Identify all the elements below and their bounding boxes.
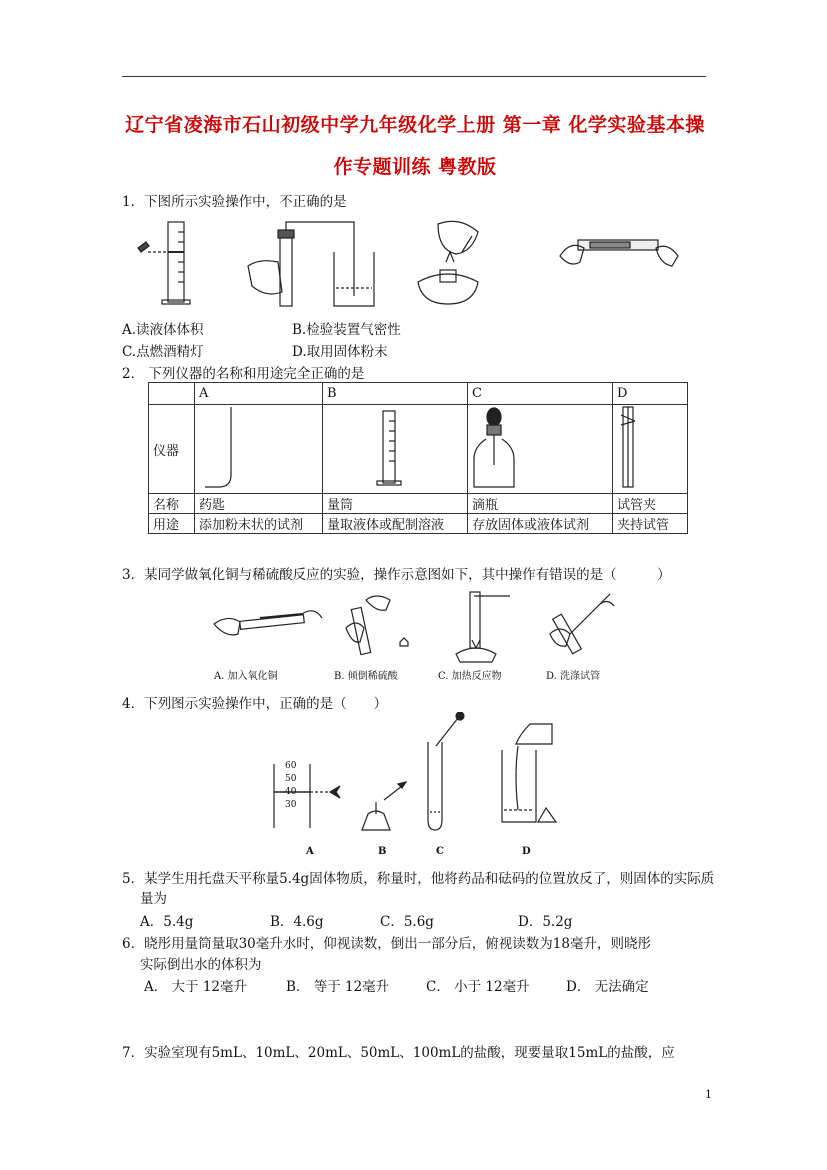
col-header-d: D <box>613 383 688 405</box>
use-a: 添加粉末状的试剂 <box>195 514 323 534</box>
q1-fig-c-lamps <box>418 221 478 304</box>
q3-fig-a <box>214 611 322 635</box>
q3-caption-c: C. 加热反应物 <box>438 671 502 682</box>
q4-fig-d <box>502 724 556 822</box>
q1-fig-a-cylinder <box>138 222 190 304</box>
q1-figures <box>128 212 688 320</box>
use-c: 存放固体或液体试剂 <box>468 514 613 534</box>
name-d: 试管夹 <box>613 494 688 514</box>
name-b: 量筒 <box>323 494 468 514</box>
instrument-c-dropper-bottle <box>468 405 613 494</box>
cylinder-tick-40: 40 <box>285 787 297 797</box>
col-header-c: C <box>468 383 613 405</box>
instrument-d-tube-holder <box>613 405 688 494</box>
q4-caption-b: B <box>378 846 387 857</box>
q5-stem-line1: 5．某学生用托盘天平称量5.4g固体物质，称量时，他将药品和砝码的位置放反了，则固体的实际质 <box>122 871 715 887</box>
q1-fig-d-powder <box>560 240 678 266</box>
header-rule <box>122 76 706 77</box>
q4-stem: 4．下列图示实验操作中，正确的是（ ） <box>122 696 388 712</box>
q5-option-a: A．5.4g <box>140 914 194 930</box>
q1-option-d: D.取用固体粉末 <box>292 344 388 360</box>
use-b: 量取液体或配制溶液 <box>323 514 468 534</box>
row-label-instrument: 仪器 <box>149 405 195 494</box>
q6-option-a: A． 大于 12毫升 <box>144 979 248 995</box>
q3-caption-b: B. 倾倒稀硫酸 <box>334 671 398 682</box>
q3-fig-b <box>346 596 408 655</box>
q5-stem-line2: 量为 <box>140 891 167 907</box>
name-a: 药匙 <box>195 494 323 514</box>
q2-instrument-table <box>148 382 688 534</box>
tube-holder-drawing <box>617 405 687 489</box>
spoon-drawing <box>199 405 239 489</box>
instrument-b-cylinder <box>323 405 468 494</box>
cylinder-drawing <box>327 405 467 489</box>
q4-fig-b <box>362 782 406 830</box>
instrument-a-spoon <box>195 405 323 494</box>
q4-cylinder-tick-labels <box>285 760 296 812</box>
row-label-name: 名称 <box>149 494 195 514</box>
q6-stem-line2: 实际倒出水的体积为 <box>140 957 262 973</box>
q5-option-b: B．4.6g <box>270 914 324 930</box>
table-row <box>149 383 688 405</box>
q6-option-b: B． 等于 12毫升 <box>286 979 390 995</box>
q1-option-b: B.检验装置气密性 <box>292 322 401 338</box>
q2-stem: 2． 下列仪器的名称和用途完全正确的是 <box>122 366 365 382</box>
table-row <box>149 514 688 534</box>
name-c: 滴瓶 <box>468 494 613 514</box>
q3-caption-d: D. 洗涤试管 <box>546 671 601 682</box>
use-d: 夹持试管 <box>613 514 688 534</box>
title-line-1: 辽宁省凌海市石山初级中学九年级化学上册 第一章 化学实验基本操 <box>125 114 705 136</box>
q6-option-d: D． 无法确定 <box>566 979 649 995</box>
q3-fig-d <box>550 594 614 654</box>
q7-stem: 7．实验室现有5mL、10mL、20mL、50mL、100mL的盐酸，现要量取15mL的盐酸，应 <box>122 1045 675 1061</box>
row-label-use: 用途 <box>149 514 195 534</box>
q3-figures <box>210 584 620 664</box>
q4-fig-a <box>274 764 340 828</box>
q4-caption-c: C <box>436 846 444 857</box>
col-header-a: A <box>195 383 323 405</box>
q4-figures <box>270 712 570 838</box>
q5-option-c: C．5.6g <box>380 914 434 930</box>
q6-option-c: C． 小于 12毫升 <box>426 979 530 995</box>
cylinder-tick-50: 50 <box>285 774 297 784</box>
q1-option-c: C.点燃酒精灯 <box>122 344 204 360</box>
q4-caption-d: D <box>522 846 531 857</box>
table-row <box>149 494 688 514</box>
table-row <box>149 405 688 494</box>
q3-stem: 3．某同学做氧化铜与稀硫酸反应的实验，操作示意图如下，其中操作有错误的是（ ） <box>122 567 671 583</box>
q1-option-a: A.读液体体积 <box>122 322 204 338</box>
table-cell-empty <box>149 383 195 405</box>
q6-stem-line1: 6．晓彤用量筒量取30毫升水时，仰视读数，倒出一部分后，俯视读数为18毫升，则晓彤 <box>122 936 651 952</box>
dropper-bottle-drawing <box>472 405 612 489</box>
q5-option-d: D．5.2g <box>518 914 573 930</box>
q1-fig-b-airtight <box>248 222 374 306</box>
col-header-b: B <box>323 383 468 405</box>
page-number: 1 <box>705 1088 712 1101</box>
q1-stem: 1．下图所示实验操作中，不正确的是 <box>122 194 347 210</box>
cylinder-tick-60: 60 <box>285 761 297 771</box>
q3-fig-c <box>456 592 510 662</box>
q3-caption-a: A. 加入氧化铜 <box>214 671 278 682</box>
cylinder-tick-30: 30 <box>285 800 297 810</box>
q4-fig-c <box>428 712 464 830</box>
q4-caption-a: A <box>306 846 314 857</box>
title-line-2: 作专题训练 粤教版 <box>333 156 497 178</box>
